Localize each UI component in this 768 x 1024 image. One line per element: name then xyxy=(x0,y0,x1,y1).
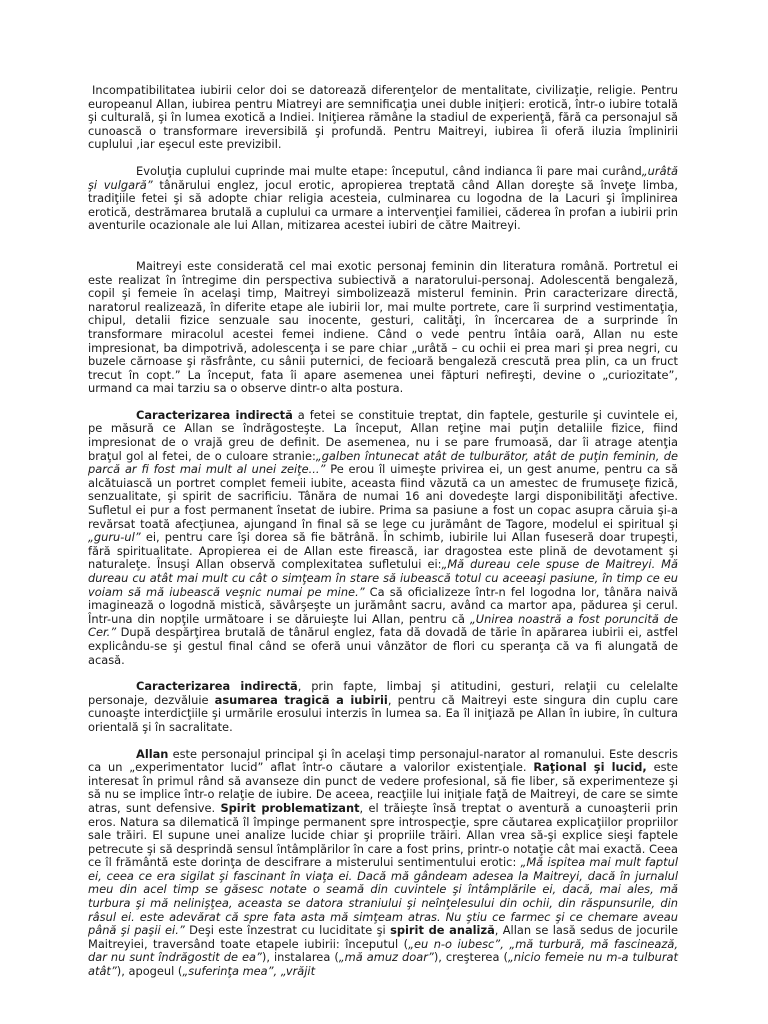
bold-text: Raţional şi lucid, xyxy=(533,760,647,775)
bold-text: spirit de analiză xyxy=(390,923,495,938)
paragraph xyxy=(88,748,678,979)
italic-quote: „nicio femeie nu m-a tulburat atât” xyxy=(88,950,678,979)
paragraph xyxy=(88,680,678,734)
text-segment: Ca să oficializeze într-n fel logodna lor, tânăra naivă imaginează o logodnă mistică, săvârşeşte un jurământ sacru, având ca martor apa, pădurea şi cerul. Într-una din nopţile următoare i se dăruieşte lui Allan, pentru că xyxy=(88,584,678,626)
italic-quote: „urâtă şi vulgară” xyxy=(88,163,678,192)
text-segment: După despărţirea brutală de tânărul englez, fata dă dovadă de tărie în apărarea iubirii ei, astfel explicându-se şi gestul final când se oferă unui vânzător de flori cu speranţa că va fi alungată de acasă. xyxy=(88,625,678,667)
bold-text: Caracterizarea indirectă xyxy=(136,679,298,694)
text-segment: Deşi este înzestrat cu luciditate şi xyxy=(184,923,391,938)
paragraph-spacer xyxy=(88,233,678,260)
italic-quote: „Unirea noastră a fost poruncită de Cer.” xyxy=(88,611,679,640)
text-segment: a fetei se constituie treptat, din faptele, gesturile şi cuvintele ei, pe măsură ce Allan se îndrăgosteşte. La început, Allan reţine mai puţin detaliile fizice, fiind impresionat de o vrajă greu de definit. De asemenea, nu i se pare frumoasă, dar îi atrage atenţia braţul gol al fetei, de o culoare stranie: xyxy=(88,407,678,463)
text-segment: tânărului englez, jocul erotic, apropierea treptată când Allan doreşte să înveţe limba, tradiţiile fetei şi să adopte chiar religia acesteia, culminarea cu logodna de la Lacuri şi împlinirea erotică, destrămarea brutală a cuplului ca urmare a intervenţiei familiei, căderea în profan a iubirii prin aventurile ocazionale ale lui Allan, mitizarea acestei iubiri de către Maitreyi. xyxy=(88,177,678,233)
italic-quote: „eu n-o iubesc”, „mă turbură, mă fascinează, dar nu sunt îndrăgostit de ea” xyxy=(88,936,678,965)
bold-text: asumarea tragică a iubirii xyxy=(214,692,388,707)
text-segment: Maitreyi este considerată cel mai exotic personaj feminin din literatura română. Portretul ei este realizat în întregime din perspectiva subiectivă a naratorului-personaj. Adolescentă bengaleză, copil şi femeie în acelaşi timp, Maitreyi simbolizează misterul feminin. Prin caracterizare directă, naratorul realizează, în diferite etape ale iubirii lor, mai multe portrete, care îi surprind vestimentaţia, chipul, detalii fizice senzuale sau inocente, gesturi, calităţi, în încercarea de a surprinde în transformare miracolul acestei femei indiene. Când o vede pentru întâia oară, Allan nu este impresionat, ba dimpotrivă, adolescenţa i se pare chiar „urâtă – cu ochii ei prea mari şi prea negri, cu buzele cărnoase şi răsfrânte, cu sânii puternici, de fecioară bengaleză crescută prea plin, ca un fruct trecut în copt.” La început, fata îi apare asemenea unei făpturi nefireşti, devine o „curiozitate”, urmand ca mai tarziu sa o observe dintr-o alta postura. xyxy=(88,258,678,396)
italic-quote: „Mă dureau cele spuse de Maitreyi. Mă dureau cu atât mai mult cu cât o simţeam în stare să iubească totul cu aceeaşi pasiune, în timp ce eu voiam să mă iubească veşnic numai pe mine.” xyxy=(88,557,678,599)
paragraph xyxy=(88,260,678,396)
italic-quote: „galben întunecat atât de tulburător, atât de puţin feminin, de parcă ar fi fost mai mult al unei zeiţe...” xyxy=(88,448,678,477)
text-segment: Evoluţia cuplului cuprinde mai multe etape: începutul, când indianca îi pare mai curând xyxy=(136,163,642,178)
text-segment: , Allan se lasă sedus de jocurile Maitreyiei, traversând toate etapele iubirii: începutul ( xyxy=(88,923,678,951)
italic-quote: „suferinţa mea”, „vrăjit xyxy=(182,964,316,979)
text-segment: ), instalarea ( xyxy=(261,950,339,965)
italic-quote: „Mă ispitea mai mult faptul ei, ceea ce era sigilat şi fascinant în viaţa ei. Dacă mă gândeam adesea la Maitreyi, dacă în jurnalul meu din acel timp se găsesc notate o seamă din cuvintele şi întâmplările ei, dacă, mai ales, mă turbura şi mă nelinişţea, aceasta se datora straniului şi neînţelesului din ochii, din răspunsurile, din râsul ei. este adevărat că spre fata asta mă simţeam atras. Nu ştiu ce farmec şi ce chemare aveau până şi paşii ei.” xyxy=(88,855,679,938)
paragraph xyxy=(88,84,678,152)
text-segment: Incompatibilitatea iubirii celor doi se datorează diferenţelor de mentalitate, civilizaţie, religie. Pentru europeanul Allan, iubirea pentru Miatreyi are semnificaţia unei duble iniţieri: erotică, într-o iubire totală şi culturală, şi în lumea exotică a Indiei. Iniţierea rămâne la stadiul de experienţă, fără ca personajul să cunoască o transformare ireversibilă şi profundă. Pentru Maitreyi, iubirea îi oferă iluzia împlinirii cuplului ,iar eşecul este previzibil. xyxy=(88,83,678,152)
text-segment: ei, pentru care îşi dorea să fie bătrână. În schimb, iubirile lui Allan fuseseră doar trupeşti, fără spiritualitate. Apropierea ei de Allan este firească, iar dragostea este plină de devotament şi naturaleţe. Însuşi Allan observă complexitatea sufletului ei: xyxy=(88,530,678,572)
paragraph xyxy=(88,409,678,667)
text-segment: , prin fapte, limbaj şi atitudini, gesturi, relaţii cu celelalte personaje, dezvăluie xyxy=(88,679,678,707)
bold-text: Spirit problematizant xyxy=(220,800,360,815)
text-segment: , pentru că Maitreyi este singura din cuplu care cunoaşte interdicţiile şi urmările erosului interzis în lumea sa. Ea îl iniţiază pe Allan în iubire, în cultura orientală şi în sacralitate. xyxy=(88,692,678,734)
bold-text: Caracterizarea indirectă xyxy=(136,407,293,422)
paragraph xyxy=(88,165,678,233)
text-segment: ), apogeul ( xyxy=(116,964,183,979)
italic-quote: „guru-ul” xyxy=(88,530,141,545)
text-segment: ), creşterea ( xyxy=(433,950,508,965)
text-segment: este personajul principal şi în acelaşi timp personajul-narator al romanului. Este descris ca un „experimentator lucid” aflat într-o căutare a valorilor existenţiale. xyxy=(88,746,678,775)
text-segment: Pe erou îl uimeşte privirea ei, un gest anume, pentru ca să alcătuiască un portret complet femeii iubite, aceasta fiind văzută ca un amestec de frumuseţe fizică, senzualitate, şi spirit de sacrificiu. Tânăra de numai 16 ani dovedeşte largi disponibilităţi afective. Sufletul ei pur a fost permanent însetat de iubire. Prima sa pasiune a fost un copac asupra căruia şi-a revărsat toată afecţiunea, ajungand în final să se lege cu jurământ de Tagore, modelul ei spiritual şi xyxy=(88,462,678,531)
italic-quote: „mă amuz doar” xyxy=(338,950,434,965)
document-page xyxy=(88,84,678,979)
text-segment: este interesat în primul rând să avanseze din punct de vedere profesional, să fie liber, să experimenteze şi să nu se implice într-o relaţie de iubire. De aceea, reacţiile lui iniţiale faţă de Maitreyi, de care se simte atras, sunt defensive. xyxy=(88,760,678,815)
bold-text: Allan xyxy=(136,746,169,761)
text-segment: , el trăieşte însă treptat o aventură a cunoaşterii prin eros. Natura sa dilematică îl împinge permanent spre introspecţie, spre căutarea explicaţiilor propriilor sale trăiri. El supune unei analize lucide chiar şi propriile trăiri. Allan vrea să-şi explice sieşi faptele petrecute şi să desprindă sensul întâmplărilor în care a fost prins, printr-o notaţie cât mai exactă. Ceea ce îl frământă este dorinţa de descifrare a misterului sentimentului erotic: xyxy=(88,800,678,870)
